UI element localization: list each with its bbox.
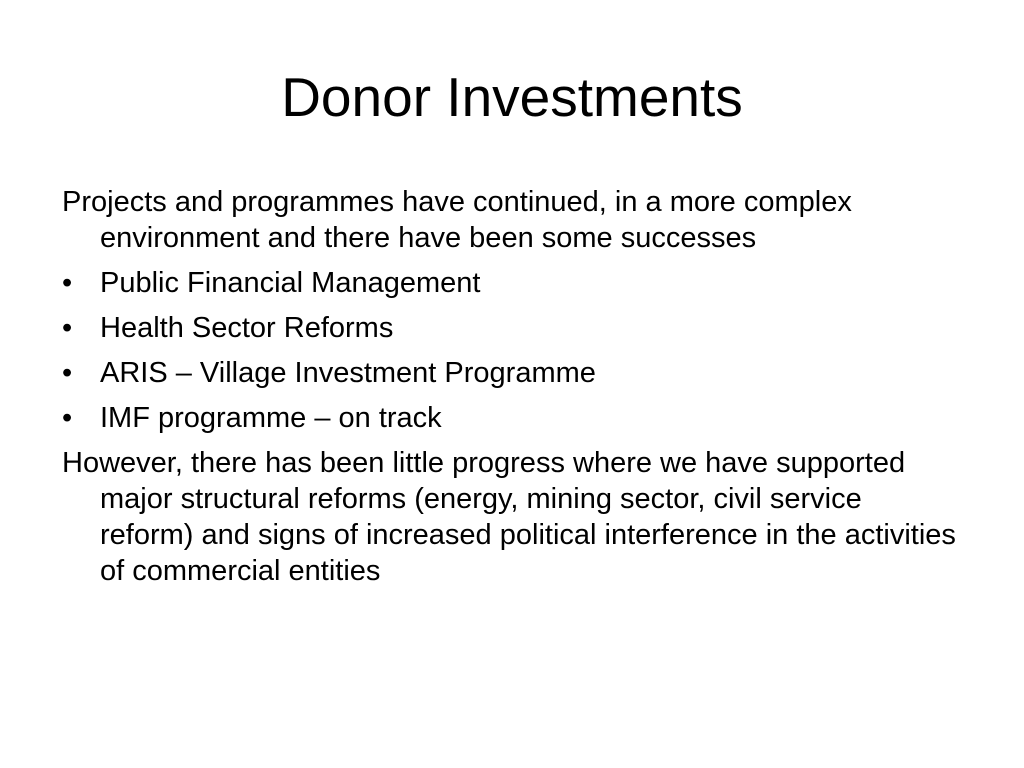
bullet-text: Public Financial Management (100, 267, 481, 299)
slide-title: Donor Investments (281, 66, 743, 128)
bullet-item (62, 310, 962, 346)
intro-paragraph: Projects and programmes have continued, in a more complex environment and there have been some successes (62, 186, 852, 254)
slide-body (62, 184, 962, 589)
bullet-icon: • (62, 267, 73, 299)
bullet-text: IMF programme – on track (100, 402, 442, 434)
bullet-item (62, 400, 962, 436)
conclusion-paragraph: However, there has been little progress where we have supported major structural reforms (energy, mining sector, civil service reform) and signs of increased political interference in the activities of commercial entities (62, 447, 956, 587)
bullet-text: Health Sector Reforms (100, 312, 394, 344)
bullet-item (62, 265, 962, 301)
bullet-icon: • (62, 357, 73, 389)
bullet-item (62, 355, 962, 391)
bullet-text: ARIS – Village Investment Programme (100, 357, 596, 389)
bullet-icon: • (62, 402, 73, 434)
bullet-icon: • (62, 312, 73, 344)
